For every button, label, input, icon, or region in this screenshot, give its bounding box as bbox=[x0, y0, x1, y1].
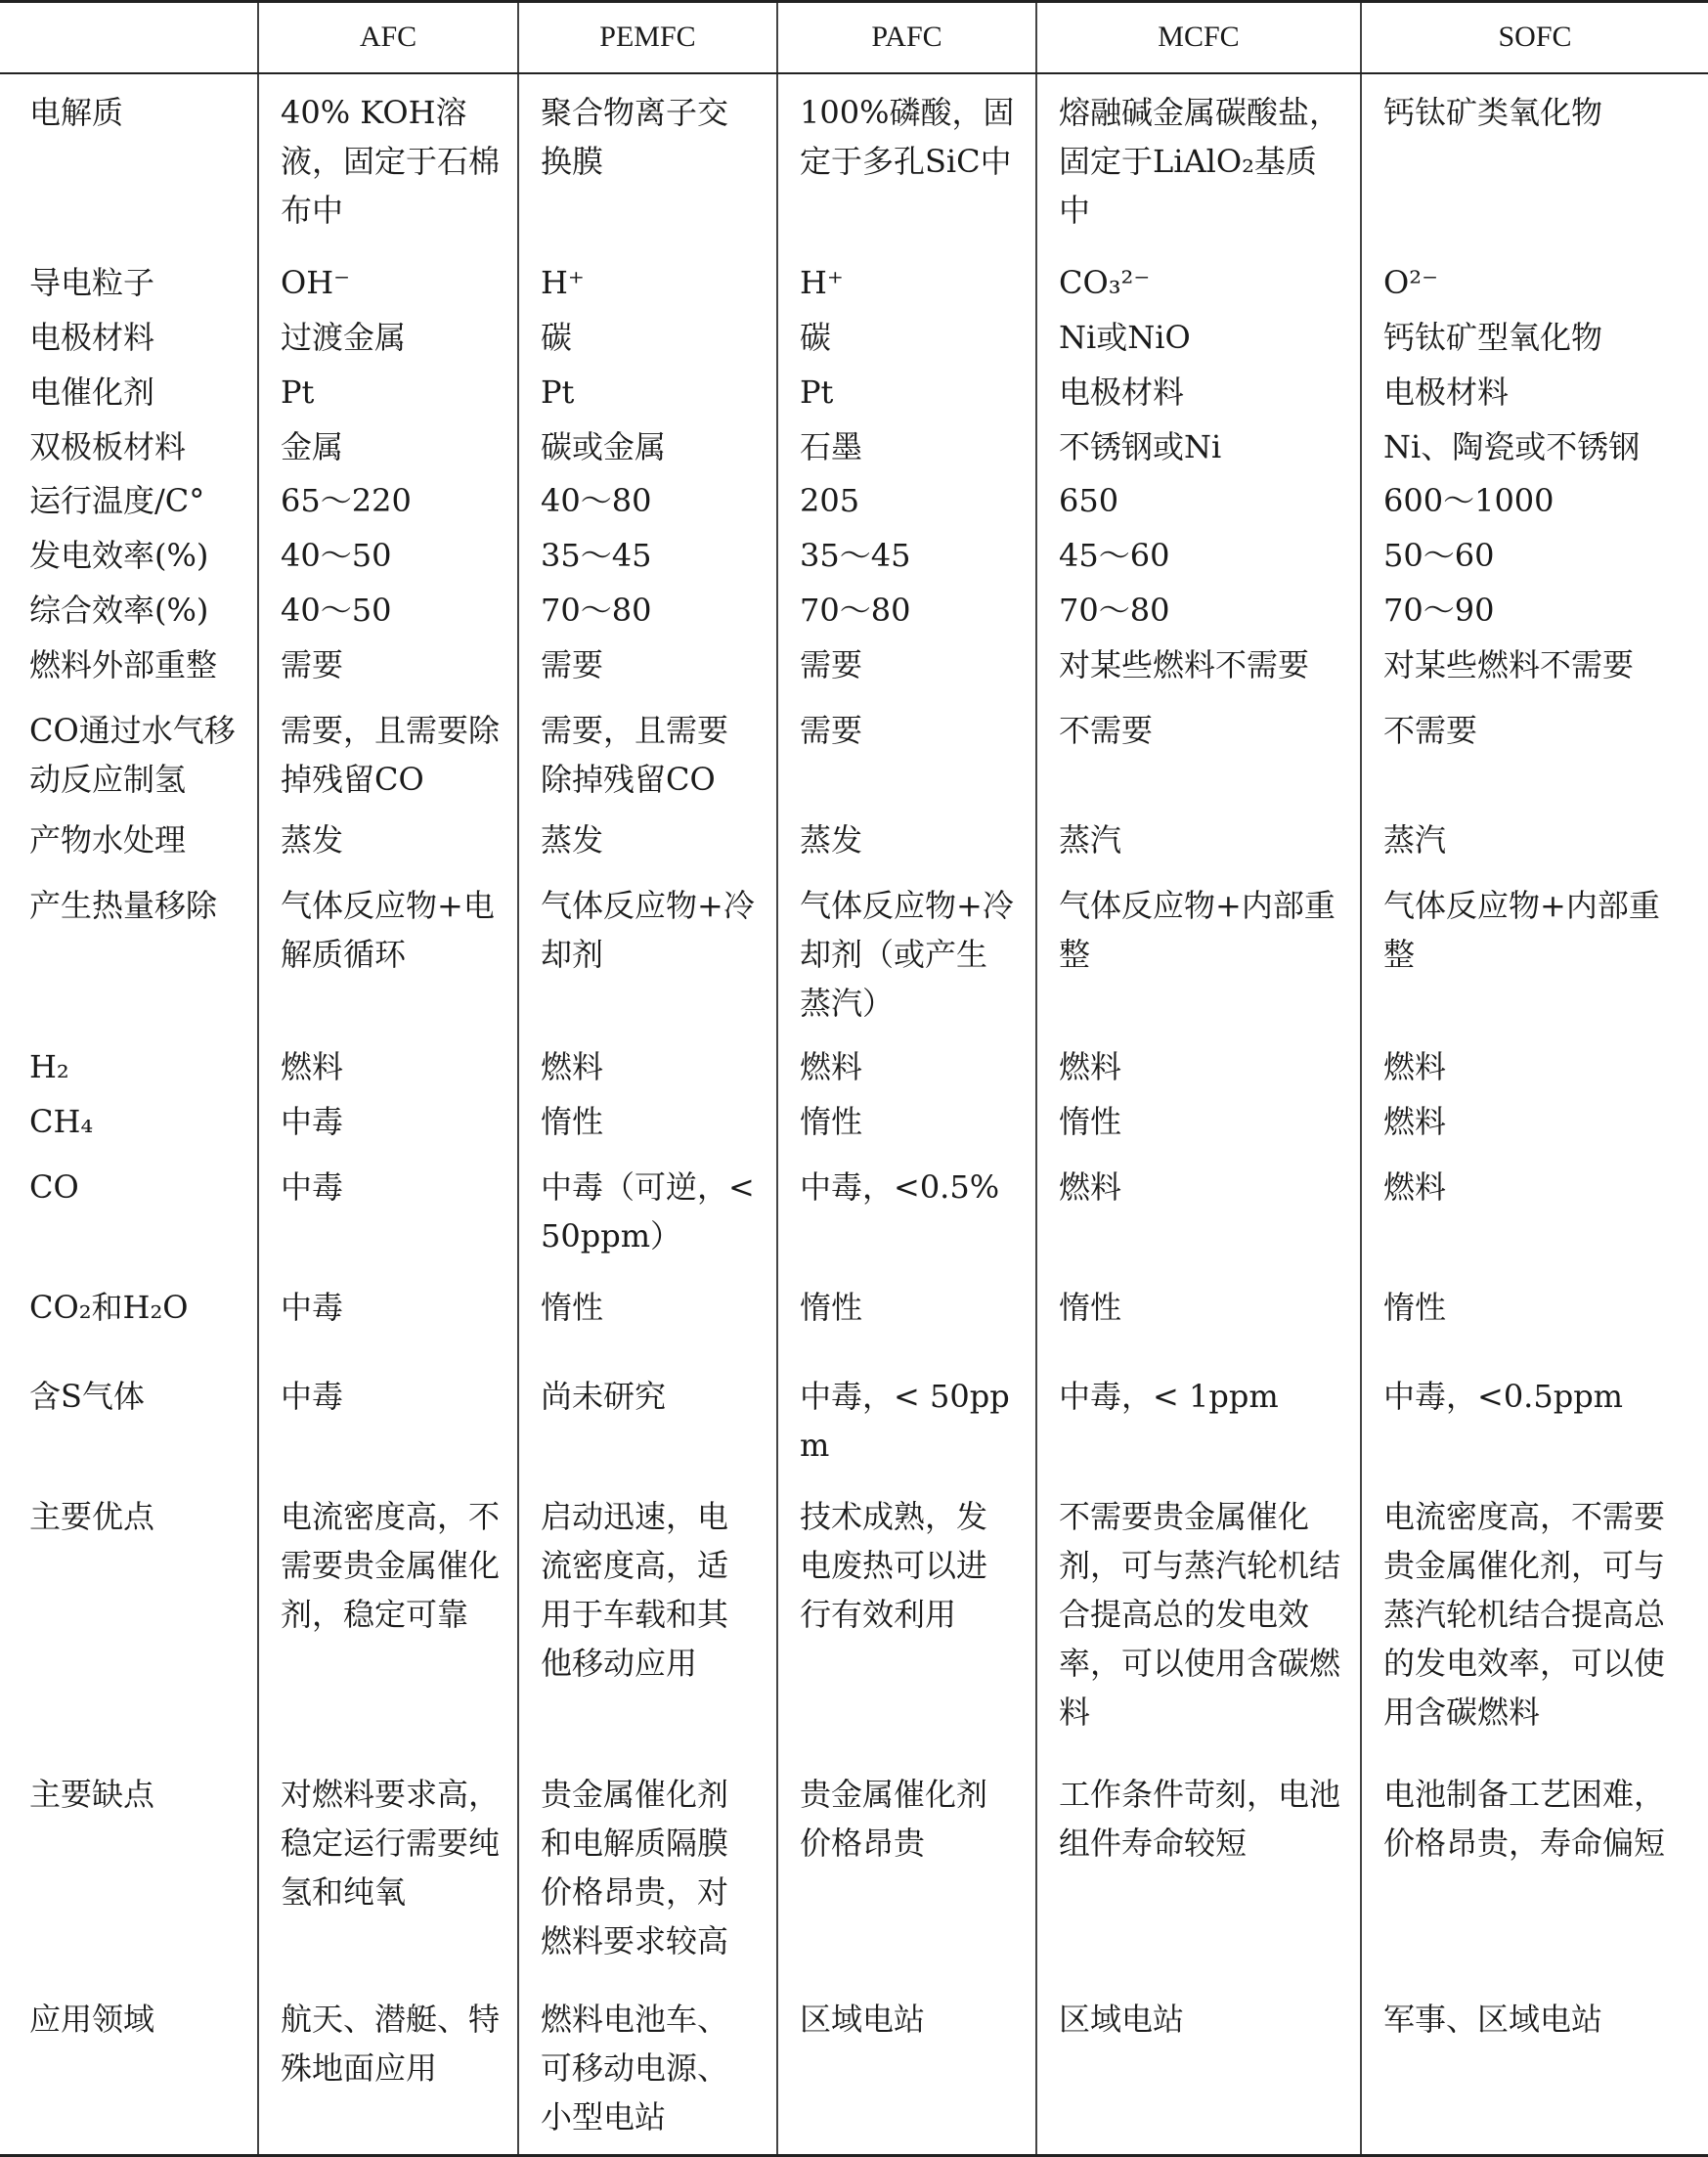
table-cell: H⁺ bbox=[777, 255, 1036, 310]
table-cell: 中毒 bbox=[258, 1149, 518, 1269]
table-row bbox=[0, 583, 1708, 638]
table-cell: 需要 bbox=[777, 692, 1036, 813]
row-label: 运行温度/C° bbox=[29, 482, 205, 520]
table-row bbox=[0, 473, 1708, 528]
table-cell: 35～45 bbox=[518, 528, 777, 583]
table-cell: 蒸发 bbox=[777, 813, 1036, 867]
table-cell: 聚合物离子交换膜 bbox=[518, 73, 777, 255]
table-cell: 惰性 bbox=[777, 1269, 1036, 1358]
table-cell: 惰性 bbox=[777, 1094, 1036, 1149]
table-cell: Pt bbox=[258, 365, 518, 419]
table-cell: 惰性 bbox=[1036, 1094, 1361, 1149]
table-row bbox=[0, 813, 1708, 867]
table-row bbox=[0, 1756, 1708, 1981]
table-cell: Pt bbox=[518, 365, 777, 419]
row-label: CO通过水气移动反应制氢 bbox=[29, 712, 236, 799]
table-cell: 中毒，< 50ppm bbox=[777, 1358, 1036, 1478]
table-cell: 航天、潜艇、特殊地面应用 bbox=[258, 1981, 518, 2155]
table-cell: 70～90 bbox=[1361, 583, 1708, 638]
row-label: 导电粒子 bbox=[29, 263, 155, 301]
row-label: 应用领域 bbox=[0, 1981, 258, 2155]
row-label: 双极板材料 bbox=[29, 427, 187, 465]
table-cell: 40% KOH溶液，固定于石棉布中 bbox=[258, 73, 518, 255]
table-cell: 65～220 bbox=[258, 473, 518, 528]
table-cell: 燃料 bbox=[518, 1039, 777, 1094]
table-row bbox=[0, 365, 1708, 419]
table-cell: 不需要 bbox=[1036, 692, 1361, 813]
table-cell: 中毒，< 1ppm bbox=[1036, 1358, 1361, 1478]
table-cell: 气体反应物+内部重整 bbox=[1036, 867, 1361, 1039]
table-cell: Ni、陶瓷或不锈钢 bbox=[1361, 419, 1708, 474]
table-cell: 70～80 bbox=[1036, 583, 1361, 638]
table-cell: O²⁻ bbox=[1361, 255, 1708, 310]
row-label: 燃料外部重整 bbox=[29, 646, 218, 684]
table-cell: 中毒（可逆，<50ppm） bbox=[518, 1149, 777, 1269]
header-pafc: PAFC bbox=[777, 2, 1036, 73]
table-cell: 需要，且需要除掉残留CO bbox=[258, 692, 518, 813]
table-cell: 燃料 bbox=[1361, 1094, 1708, 1149]
table-cell: 40～50 bbox=[258, 528, 518, 583]
row-label: H₂ bbox=[29, 1048, 69, 1086]
table-cell: 对某些燃料不需要 bbox=[1361, 638, 1708, 692]
table-cell: 惰性 bbox=[518, 1269, 777, 1358]
row-label: 含S气体 bbox=[29, 1378, 145, 1416]
table-cell: 燃料 bbox=[777, 1039, 1036, 1094]
table-cell: 贵金属催化剂价格昂贵 bbox=[777, 1756, 1036, 1981]
table-cell: 中毒 bbox=[258, 1094, 518, 1149]
table-cell: 40～80 bbox=[518, 473, 777, 528]
table-cell: 燃料 bbox=[1361, 1039, 1708, 1094]
row-label: 主要优点 bbox=[29, 1498, 155, 1536]
table-cell: 工作条件苛刻，电池组件寿命较短 bbox=[1036, 1756, 1361, 1981]
row-label: 发电效率(%) bbox=[29, 537, 209, 575]
table-cell: 不锈钢或Ni bbox=[1036, 419, 1361, 474]
table-cell: 中毒 bbox=[258, 1269, 518, 1358]
table-cell: 50～60 bbox=[1361, 528, 1708, 583]
table-cell: 电极材料 bbox=[1036, 365, 1361, 419]
table-row bbox=[0, 255, 1708, 310]
table-cell: 金属 bbox=[258, 419, 518, 474]
table-cell: 惰性 bbox=[1036, 1269, 1361, 1358]
table-cell: 钙钛矿类氧化物 bbox=[1361, 73, 1708, 255]
table-cell: 启动迅速，电流密度高，适用于车载和其他移动应用 bbox=[518, 1478, 777, 1756]
row-label: 电解质 bbox=[29, 93, 124, 131]
table-row bbox=[0, 1039, 1708, 1094]
table-row bbox=[0, 1269, 1708, 1358]
table-row bbox=[0, 867, 1708, 1039]
table-cell: 650 bbox=[1036, 473, 1361, 528]
header-blank bbox=[0, 2, 258, 73]
table-row bbox=[0, 1094, 1708, 1149]
table-row bbox=[0, 692, 1708, 813]
table-cell: 中毒 bbox=[258, 1358, 518, 1478]
table-row bbox=[0, 1478, 1708, 1756]
header-mcfc: MCFC bbox=[1036, 2, 1361, 73]
row-label: 主要缺点 bbox=[29, 1776, 155, 1814]
table-cell: 电极材料 bbox=[1361, 365, 1708, 419]
row-label: 产物水处理 bbox=[29, 820, 187, 858]
table-cell: 贵金属催化剂和电解质隔膜价格昂贵，对燃料要求较高 bbox=[518, 1756, 777, 1981]
table-cell: 电流密度高，不需要贵金属催化剂，可与蒸汽轮机结合提高总的发电效率，可以使用含碳燃料 bbox=[1361, 1478, 1708, 1756]
table-cell: 70～80 bbox=[518, 583, 777, 638]
table-body bbox=[0, 73, 1708, 2156]
table-cell: 100%磷酸，固定于多孔SiC中 bbox=[777, 73, 1036, 255]
table-cell: 对某些燃料不需要 bbox=[1036, 638, 1361, 692]
table-cell: 燃料 bbox=[1036, 1149, 1361, 1269]
table-cell: 40～50 bbox=[258, 583, 518, 638]
table-cell: 尚未研究 bbox=[518, 1358, 777, 1478]
table-cell: 蒸汽 bbox=[1361, 813, 1708, 867]
table-cell: 蒸发 bbox=[518, 813, 777, 867]
table-row bbox=[0, 1981, 1708, 2155]
table-cell: 燃料 bbox=[1361, 1149, 1708, 1269]
table-cell: 气体反应物+电解质循环 bbox=[258, 867, 518, 1039]
table-cell: 惰性 bbox=[518, 1094, 777, 1149]
table-cell: Ni或NiO bbox=[1036, 310, 1361, 365]
row-label: 综合效率(%) bbox=[29, 592, 209, 630]
table-cell: 35～45 bbox=[777, 528, 1036, 583]
table-cell: 碳 bbox=[518, 310, 777, 365]
table-cell: 气体反应物+冷却剂（或产生蒸汽） bbox=[777, 867, 1036, 1039]
table-cell: 燃料 bbox=[258, 1039, 518, 1094]
table-cell: 蒸发 bbox=[258, 813, 518, 867]
table-cell: 70～80 bbox=[777, 583, 1036, 638]
table-row bbox=[0, 638, 1708, 692]
table-row bbox=[0, 1149, 1708, 1269]
table-cell: 中毒，<0.5% bbox=[777, 1149, 1036, 1269]
table-cell: 燃料电池车、可移动电源、小型电站 bbox=[518, 1981, 777, 2155]
table-cell: 碳 bbox=[777, 310, 1036, 365]
table-cell: 需要 bbox=[258, 638, 518, 692]
table-cell: 过渡金属 bbox=[258, 310, 518, 365]
table-cell: 气体反应物+内部重整 bbox=[1361, 867, 1708, 1039]
header-sofc: SOFC bbox=[1361, 2, 1708, 73]
table-cell: 军事、区域电站 bbox=[1361, 1981, 1708, 2155]
table-cell: Pt bbox=[777, 365, 1036, 419]
header-pemfc: PEMFC bbox=[518, 2, 777, 73]
table-cell: 蒸汽 bbox=[1036, 813, 1361, 867]
table-row bbox=[0, 528, 1708, 583]
row-label: CO₂和H₂O bbox=[29, 1288, 189, 1326]
header-row bbox=[0, 2, 1708, 73]
table-cell: 石墨 bbox=[777, 419, 1036, 474]
row-label: CO bbox=[29, 1168, 79, 1207]
table-cell: 不需要贵金属催化剂，可与蒸汽轮机结合提高总的发电效率，可以使用含碳燃料 bbox=[1036, 1478, 1361, 1756]
row-label: 电极材料 bbox=[29, 318, 155, 356]
row-label: 产生热量移除 bbox=[29, 886, 218, 924]
header-afc: AFC bbox=[258, 2, 518, 73]
table-cell: 钙钛矿型氧化物 bbox=[1361, 310, 1708, 365]
table-row bbox=[0, 73, 1708, 255]
table-cell: 惰性 bbox=[1361, 1269, 1708, 1358]
table-cell: CO₃²⁻ bbox=[1036, 255, 1361, 310]
table-row bbox=[0, 310, 1708, 365]
row-label: 电催化剂 bbox=[29, 373, 155, 411]
row-label: CH₄ bbox=[29, 1103, 94, 1141]
table-cell: 电池制备工艺困难，价格昂贵，寿命偏短 bbox=[1361, 1756, 1708, 1981]
table-cell: 技术成熟，发电废热可以进行有效利用 bbox=[777, 1478, 1036, 1756]
table-cell: 需要，且需要除掉残留CO bbox=[518, 692, 777, 813]
table-cell: 熔融碱金属碳酸盐，固定于LiAlO₂基质中 bbox=[1036, 73, 1361, 255]
table-cell: OH⁻ bbox=[258, 255, 518, 310]
table-cell: 燃料 bbox=[1036, 1039, 1361, 1094]
table-row bbox=[0, 419, 1708, 474]
table-cell: 中毒，<0.5ppm bbox=[1361, 1358, 1708, 1478]
table-cell: 碳或金属 bbox=[518, 419, 777, 474]
table-row bbox=[0, 1358, 1708, 1478]
table-cell: 区域电站 bbox=[777, 1981, 1036, 2155]
table-cell: 需要 bbox=[518, 638, 777, 692]
table-cell: 对燃料要求高，稳定运行需要纯氢和纯氧 bbox=[258, 1756, 518, 1981]
table-cell: 气体反应物+冷却剂 bbox=[518, 867, 777, 1039]
table-cell: 电流密度高，不需要贵金属催化剂，稳定可靠 bbox=[258, 1478, 518, 1756]
table-cell: 区域电站 bbox=[1036, 1981, 1361, 2155]
table-cell: H⁺ bbox=[518, 255, 777, 310]
table-cell: 45～60 bbox=[1036, 528, 1361, 583]
table-cell: 需要 bbox=[777, 638, 1036, 692]
table-cell: 不需要 bbox=[1361, 692, 1708, 813]
table-cell: 600～1000 bbox=[1361, 473, 1708, 528]
table-cell: 205 bbox=[777, 473, 1036, 528]
